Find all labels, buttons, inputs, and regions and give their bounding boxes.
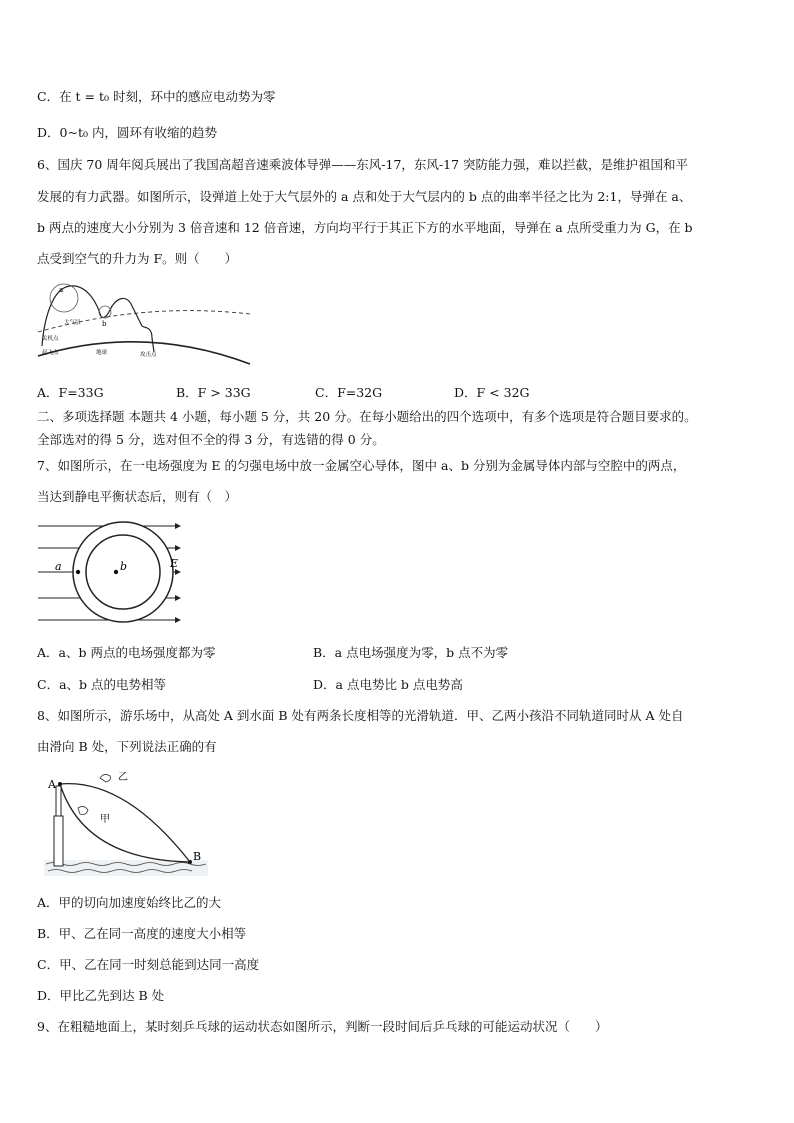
q7-field-figure [36,518,186,630]
label-b: b [120,560,128,573]
q9-stem-line-1: 9、在粗糙地面上，某时刻乒乓球的运动状态如图所示，判断一段时间后乒乓球的可能运动状况（ ） [37,1019,608,1034]
label-a: a [59,286,64,294]
q7-option-d: D．a 点电势比 b 点电势高 [313,677,463,692]
q8-stem-line-1: 8、如图所示，游乐场中，从高处 A 到水面 B 处有两条长度相等的光滑轨道．甲、乙两小孩沿不同轨道同时从 A 处自 [37,708,684,723]
q7-stem-line-1: 7、如图所示，在一电场强度为 E 的匀强电场中放一金属空心导体，图中 a、b 分别为金属导体内部与空腔中的两点， [37,458,686,473]
q7-option-b: B．a 点电场强度为零，b 点不为零 [313,645,509,660]
q6-stem-line-1: 6、国庆 70 周年阅兵展出了我国高超音速乘波体导弹——东风-17，东风-17 突防能力强，难以拦截，是维护祖国和平 [37,157,689,172]
q6-option-c: C．F=32G [315,385,383,400]
q7-option-c: C．a、b 点的电势相等 [37,677,166,692]
q6-stem-line-4: 点受到空气的升力为 F。则（ ） [37,251,238,266]
section-2-instructions-line-1: 二、多项选择题 本题共 4 小题，每小题 5 分，共 20 分。在每小题给出的四个选项中，有多个选项是符合题目要求的。 [37,409,697,424]
label-jia: 甲 [100,814,110,825]
q6-option-d: D．F < 32G [454,385,530,400]
label-target-point: 攻击点 [140,352,157,358]
q6-option-b: B．F > 33G [176,385,251,400]
q6-stem-line-2: 发展的有力武器。如图所示，设弹道上处于大气层外的 a 点和处于大气层内的 b 点的曲率半径之比为 2:1，导弹在 a、 [37,189,692,204]
q5-option-c: C．在 t = t₀ 时刻，环中的感应电动势为零 [37,89,276,104]
label-atmosphere: 大气层 [64,320,81,326]
support-pole-base [54,816,63,866]
label-A: A [48,778,56,791]
track-jia [60,784,190,862]
label-earth: 地球 [96,350,108,356]
label-b: b [102,320,107,328]
label-launch-point: 起飞点 [42,350,59,356]
track-yi [60,784,190,862]
q8-option-c: C．甲、乙在同一时刻总能到达同一高度 [37,957,260,972]
point-a [76,570,80,574]
label-yi: 乙 [118,772,128,783]
q8-option-a: A．甲的切向加速度始终比乙的大 [37,895,222,910]
q8-stem-line-2: 由滑向 B 处，下列说法正确的有 [37,739,217,754]
q6-stem-line-3: b 两点的速度大小分别为 3 倍音速和 12 倍音速，方向均平行于其正下方的水平地面，导弹在 a 点所受重力为 G，在 b [37,220,693,235]
label-a: a [55,560,62,573]
q7-stem-line-2: 当达到静电平衡状态后，则有（ ） [37,489,238,504]
child-jia [78,806,88,814]
q7-option-a: A．a、b 两点的电场强度都为零 [37,645,216,660]
section-2-instructions-line-2: 全部选对的得 5 分，选对但不全的得 3 分，有选错的得 0 分。 [37,432,385,447]
label-B: B [193,850,202,863]
q6-trajectory-figure [36,280,252,370]
q5-option-d: D．0~t₀ 内，圆环有收缩的趋势 [37,125,217,140]
q8-option-d: D．甲比乙先到达 B 处 [37,988,165,1003]
q8-option-b: B．甲、乙在同一高度的速度大小相等 [37,926,247,941]
point-B [188,860,192,864]
child-yi [100,774,111,782]
q6-option-a: A．F=33G [37,385,104,400]
label-shutdown-point: 关机点 [42,336,59,342]
point-A [58,782,62,786]
label-E: E [170,557,179,570]
q8-slide-figure [44,768,208,878]
point-b [114,570,118,574]
